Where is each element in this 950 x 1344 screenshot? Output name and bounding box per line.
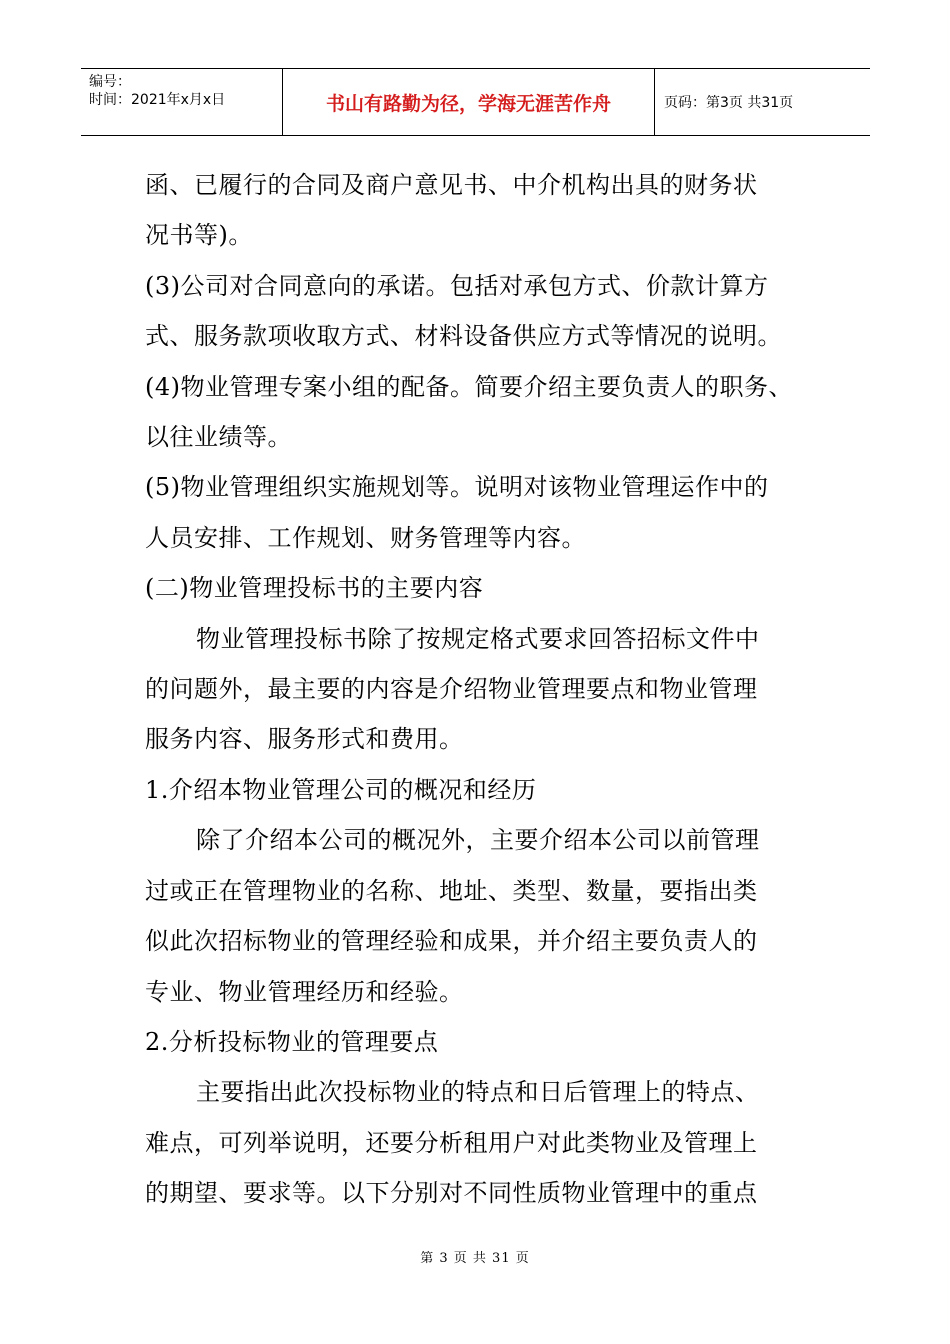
body-text-line: 似此次招标物业的管理经验和成果，并介绍主要负责人的 [145,927,758,956]
body-text-line: 以往业绩等。 [145,423,292,452]
page-footer: 第 3 页 共 31 页 [420,1251,530,1266]
body-text-line: 2.分析投标物业的管理要点 [145,1027,439,1056]
body-text-line: 专业、物业管理经历和经验。 [145,977,464,1006]
header-page-info: 页码：第3页 共31页 [664,95,794,111]
body-text-line: 的期望、要求等。以下分别对不同性质物业管理中的重点 [145,1179,758,1208]
header-page-cell [655,69,870,135]
body-text-line: 除了介绍本公司的概况外，主要介绍本公司以前管理 [196,826,760,855]
document-date-label: 时间：2021年x月x日 [89,92,226,108]
header-meta-cell [81,69,283,135]
body-text-line: (5)物业管理组织实施规划等。说明对该物业管理运作中的 [145,473,769,502]
body-text-line: 服务内容、服务形式和费用。 [145,725,464,754]
body-text-line: 1.介绍本物业管理公司的概况和经历 [145,775,537,804]
body-text-line: (3)公司对合同意向的承诺。包括对承包方式、价款计算方 [145,271,769,300]
body-text-line: 况书等)。 [145,221,253,250]
body-text-line: 难点，可列举说明，还要分析租用户对此类物业及管理上 [145,1128,758,1157]
document-body [145,160,825,1219]
body-text-line: 式、服务款项收取方式、材料设备供应方式等情况的说明。 [145,322,782,351]
header-motto: 书山有路勤为径，学海无涯苦作舟 [325,92,611,115]
document-header [81,68,870,136]
body-text-line: 物业管理投标书除了按规定格式要求回答招标文件中 [196,624,760,653]
body-text-line: (二)物业管理投标书的主要内容 [145,574,484,603]
body-text-line: 主要指出此次投标物业的特点和日后管理上的特点、 [196,1078,760,1107]
body-text-line: 的问题外，最主要的内容是介绍物业管理要点和物业管理 [145,675,758,704]
body-text-line: 人员安排、工作规划、财务管理等内容。 [145,523,586,552]
header-motto-cell [283,69,655,135]
body-text-line: (4)物业管理专案小组的配备。简要介绍主要负责人的职务、 [145,372,793,401]
body-text-line: 函、已履行的合同及商户意见书、中介机构出具的财务状 [145,171,758,199]
body-text-line: 过或正在管理物业的名称、地址、类型、数量，要指出类 [145,876,758,905]
document-number-label: 编号： [89,74,131,90]
